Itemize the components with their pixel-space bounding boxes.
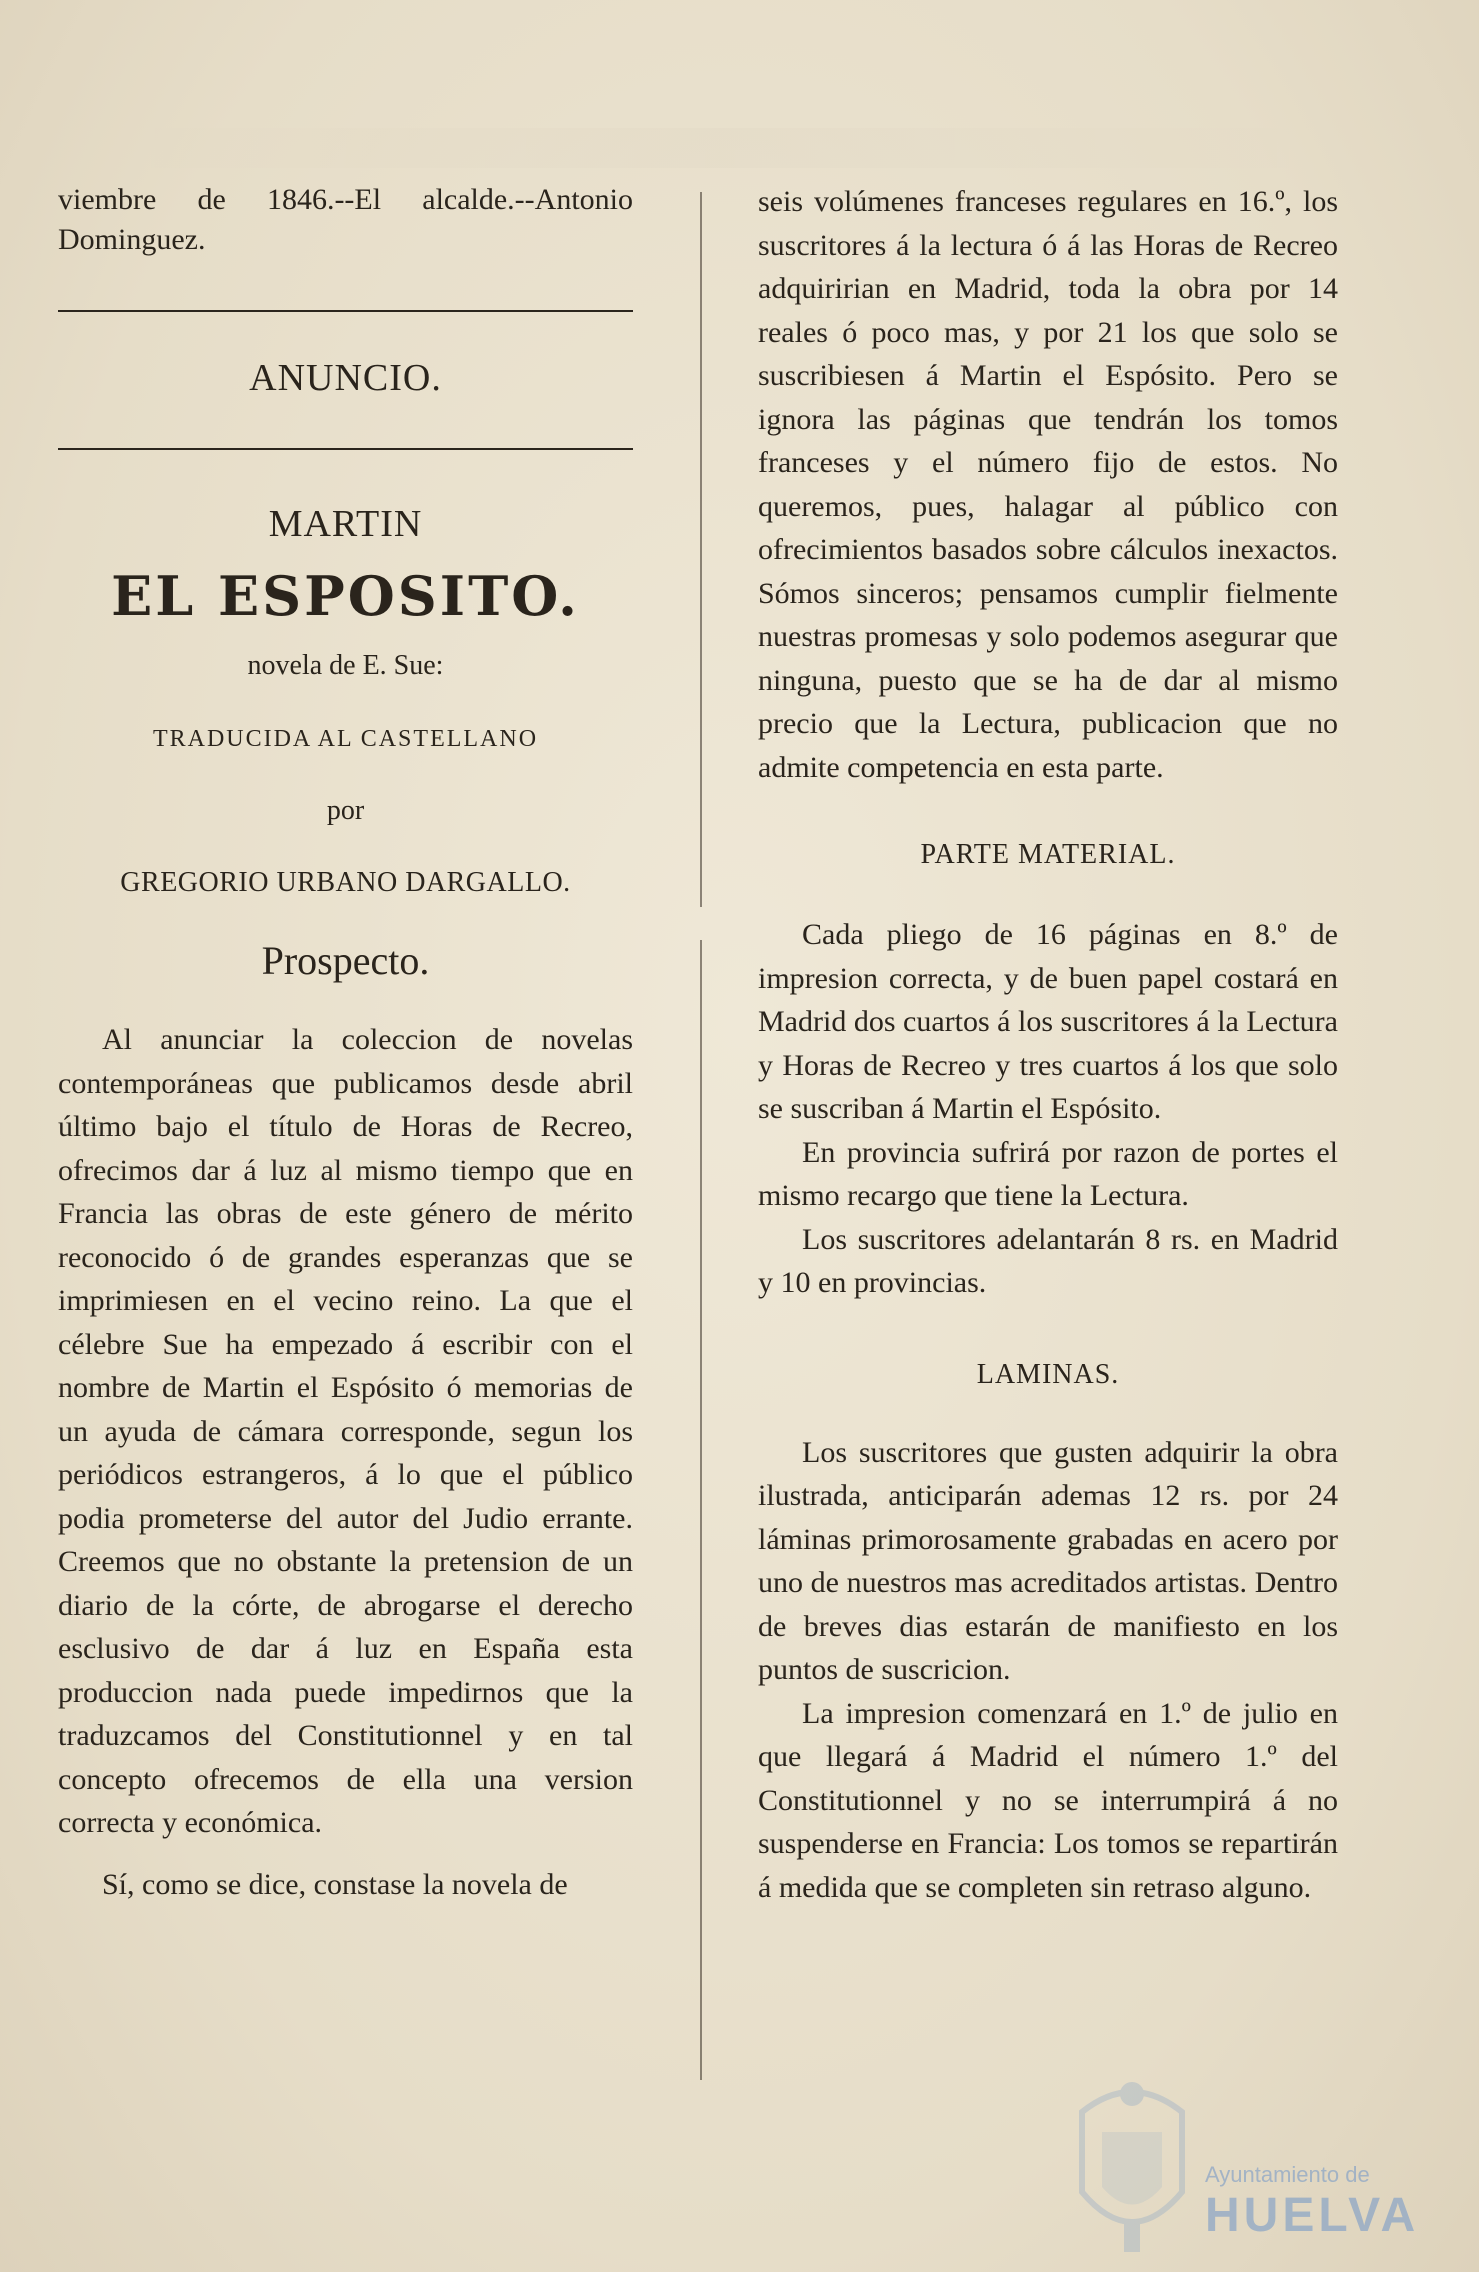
novel-title-line2: EL ESPOSITO. bbox=[111, 564, 580, 628]
ayuntamiento-crest-watermark bbox=[1062, 2072, 1202, 2257]
parte-material-p2: En provincia sufrirá por razon de portes el mismo recargo que tiene la Lectura. bbox=[758, 1135, 1338, 1212]
por-line: por bbox=[326, 795, 365, 826]
column-rule-lower bbox=[700, 940, 702, 2080]
laminas-p1: Los suscritores que gusten adquirir la obra ilustrada, anticiparán ademas 12 rs. por 24 láminas primorosamente grabadas en acero por uno de nuestros mas acreditados artistas. Dentro de breves dias estarán de manifiesto en los puntos de suscricion. bbox=[758, 1435, 1338, 1686]
watermark-line2: HUELVA bbox=[1205, 2189, 1420, 2242]
novel-title-line1: MARTIN bbox=[268, 503, 423, 545]
translator-name: GREGORIO URBANO DARGALLO. bbox=[120, 867, 571, 898]
prospecto-text: Al anunciar la coleccion de novelas contemporáneas que publicamos desde abril último bajo el título de Horas de Recreo, ofrecimos dar á luz al mismo tiempo que en Francia las obras de este género de mérito reconocido ó de grandes esperanzas que se imprimiesen en el vecino reino. La que el célebre Sue ha empezado á escribir con el nombre de Martin el Espósito ó memorias de un ayuda de cámara corresponde, segun los periódicos estrangeros, á lo que el público podia prometerse del autor del Judio errante. Creemos que no obstante la pretension de un diario de la córte, de abrogarse el derecho esclusivo de dar á luz en España esta produccion nada puede impedirnos que la traduzcamos del Constitutionnel y en tal concepto ofrecemos de ella una version correcta y económica. bbox=[58, 1023, 633, 1839]
parte-material-heading: PARTE MATERIAL. bbox=[920, 839, 1176, 870]
left-column bbox=[58, 180, 633, 1906]
right-column bbox=[758, 180, 1338, 1909]
translated-line: TRADUCIDA AL CASTELLANO bbox=[152, 726, 539, 752]
parte-material-p3: Los suscritores adelantarán 8 rs. en Madrid y 10 en provincias. bbox=[758, 1222, 1338, 1299]
rule-under-anuncio bbox=[58, 448, 633, 450]
laminas-p2: La impresion comenzará en 1.º de julio en que llegará á Madrid el número 1.º del Constitutionnel y no se interrumpirá á no suspenderse en Francia: Los tomos se repartirán á medida que se completen sin retraso alguno. bbox=[758, 1696, 1338, 1904]
anuncio-heading: ANUNCIO. bbox=[249, 357, 442, 399]
prospecto-last-line: Sí, como se dice, constase la novela de bbox=[102, 1867, 568, 1901]
show-through-band bbox=[70, 128, 1370, 168]
right-opening-text: seis volúmenes franceses regulares en 16.º, los suscritores á la lectura ó á las Horas de Recreo adquiririan en Madrid, toda la obra por 14 reales ó poco mas, y por 21 los que solo se suscribiesen á Martin el Espósito. Pero se ignora las páginas que tendrán los tomos franceses y el número fijo de estos. No queremos, pues, halagar al público con ofrecimientos basados sobre cálculos inexactos. Sómos sinceros; pensamos cumplir fielmente nuestras promesas y solo podemos asegurar que ninguna, puesto que se ha de dar al mismo precio que la Lectura, publicacion que no admite competencia en esta parte. bbox=[758, 185, 1338, 784]
parte-material-p1: Cada pliego de 16 páginas en 8.º de impresion correcta, y de buen papel costará en Madrid dos cuartos á los suscritores á la Lectura y Horas de Recreo y tres cuartos á los que solo se suscriban á Martin el Espósito. bbox=[758, 918, 1338, 1125]
prospecto-heading: Prospecto. bbox=[261, 938, 430, 983]
rule-top bbox=[58, 310, 633, 312]
watermark-line1: Ayuntamiento de bbox=[1205, 2162, 1370, 2187]
continuation-text: viembre de 1846.--El alcalde.--Antonio Dominguez. bbox=[58, 183, 633, 256]
novel-subtitle: novela de E. Sue: bbox=[247, 650, 444, 681]
column-rule-upper bbox=[700, 192, 702, 907]
laminas-heading: LAMINAS. bbox=[976, 1358, 1120, 1390]
